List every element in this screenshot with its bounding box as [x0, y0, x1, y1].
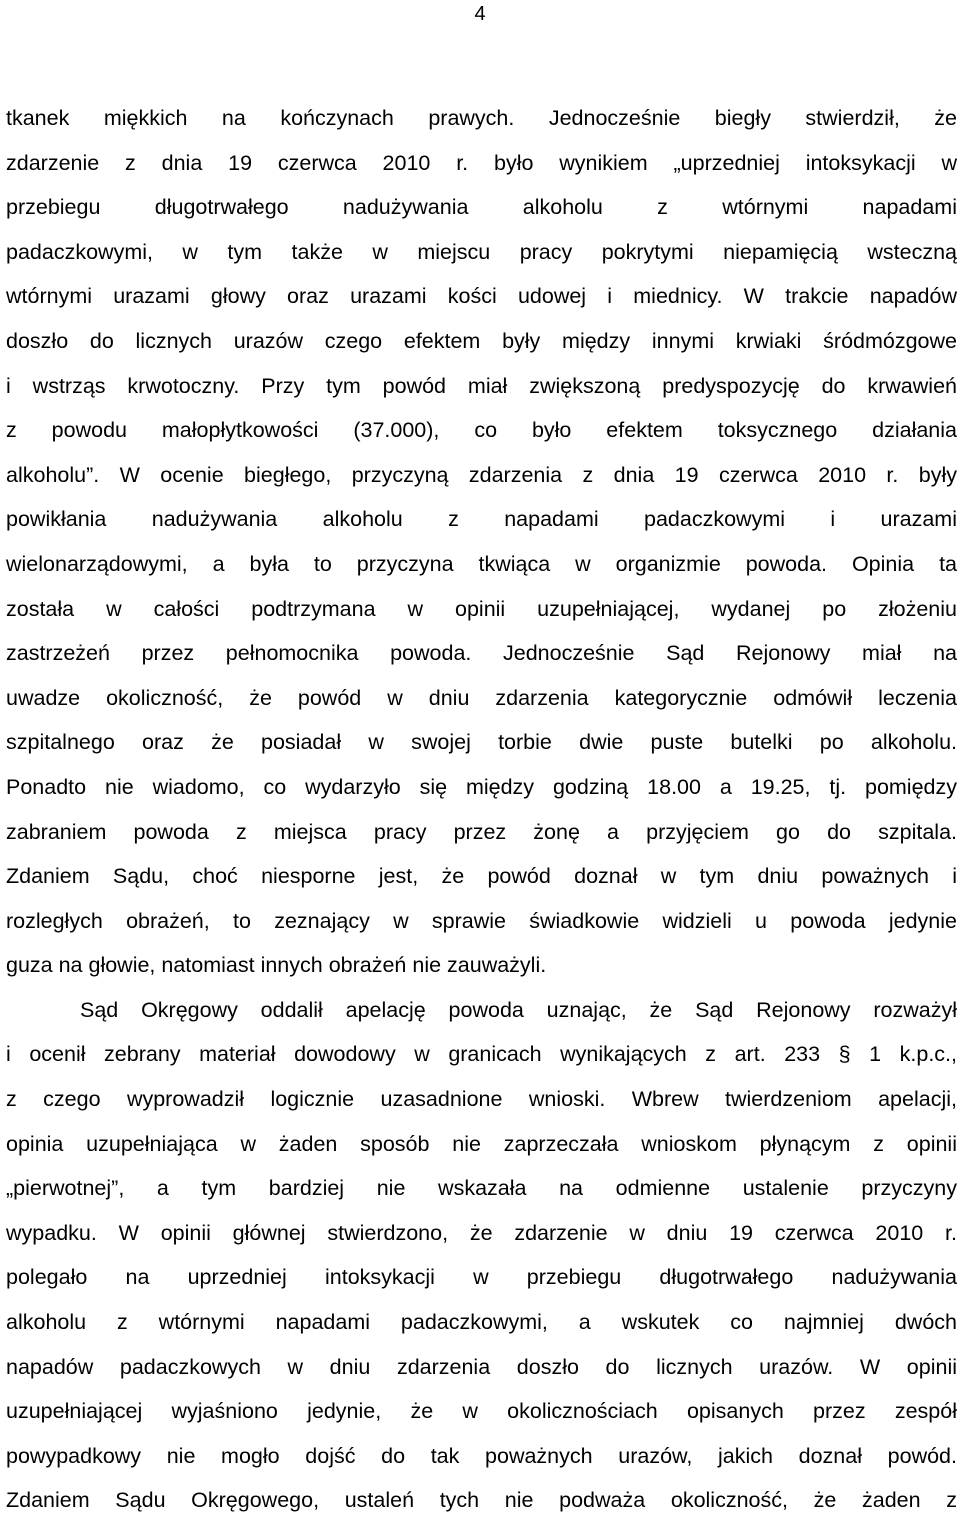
- text-line: Ponadto nie wiadomo, co wydarzyło się między godziną 18.00 a 19.25, tj. pomiędzy: [6, 774, 957, 799]
- text-line: została w całości podtrzymana w opinii uzupełniającej, wydanej po złożeniu: [6, 596, 957, 621]
- text-line: szpitalnego oraz że posiadał w swojej torbie dwie puste butelki po alkoholu.: [6, 730, 957, 755]
- text-line: guza na głowie, natomiast innych obrażeń nie zauważyli.: [6, 953, 547, 978]
- text-line: napadów padaczkowych w dniu zdarzenia doszło do licznych urazów. W opinii: [6, 1354, 957, 1379]
- text-line: opinia uzupełniająca w żaden sposób nie zaprzeczała wnioskom płynącym z opinii: [6, 1131, 957, 1156]
- text-line: z powodu małopłytkowości (37.000), co było efektem toksycznego działania: [6, 418, 957, 443]
- text-line: rozległych obrażeń, to zeznający w sprawie świadkowie widzieli u powoda jedynie: [6, 908, 957, 933]
- text-line: doszło do licznych urazów czego efektem były między innymi krwiaki śródmózgowe: [6, 328, 957, 353]
- text-line: padaczkowymi, w tym także w miejscu pracy pokrytymi niepamięcią wsteczną: [6, 239, 957, 264]
- page-number: 4: [474, 3, 486, 25]
- text-line: zastrzeżeń przez pełnomocnika powoda. Jednocześnie Sąd Rejonowy miał na: [6, 641, 957, 666]
- text-line: wtórnymi urazami głowy oraz urazami kości udowej i miednicy. W trakcie napadów: [6, 284, 957, 309]
- text-line: alkoholu z wtórnymi napadami padaczkowymi, a wskutek co najmniej dwóch: [6, 1310, 957, 1335]
- text-line: „pierwotnej”, a tym bardziej nie wskazała na odmienne ustalenie przyczyny: [6, 1176, 957, 1201]
- text-line: Zdaniem Sądu Okręgowego, ustaleń tych nie podważa okoliczność, że żaden z: [6, 1488, 957, 1513]
- text-line: uzupełniającej wyjaśniono jedynie, że w okolicznościach opisanych przez zespół: [6, 1399, 957, 1424]
- text-line: i wstrząs krwotoczny. Przy tym powód miał zwiększoną predyspozycję do krwawień: [6, 373, 957, 398]
- text-line: wielonarządowymi, a była to przyczyna tkwiąca w organizmie powoda. Opinia ta: [6, 551, 957, 576]
- paragraph-2: [6, 988, 957, 1523]
- text-line: przebiegu długotrwałego nadużywania alkoholu z wtórnymi napadami: [6, 195, 957, 220]
- text-line: powikłania nadużywania alkoholu z napadami padaczkowymi i urazami: [6, 507, 957, 532]
- text-line: uwadze okoliczność, że powód w dniu zdarzenia kategorycznie odmówił leczenia: [6, 685, 957, 710]
- text-line: tkanek miękkich na kończynach prawych. Jednocześnie biegły stwierdził, że: [6, 106, 957, 130]
- document-body: [6, 96, 957, 1523]
- text-line: powypadkowy nie mogło dojść do tak poważnych urazów, jakich doznał powód.: [6, 1443, 957, 1468]
- text-line: i ocenił zebrany materiał dowodowy w granicach wynikających z art. 233 § 1 k.p.c.,: [6, 1042, 957, 1067]
- text-line: zabraniem powoda z miejsca pracy przez żonę a przyjęciem go do szpitala.: [6, 819, 957, 844]
- text-line: zdarzenie z dnia 19 czerwca 2010 r. było wynikiem „uprzedniej intoksykacji w: [6, 150, 957, 175]
- paragraph-1: [6, 96, 957, 988]
- text-line: alkoholu”. W ocenie biegłego, przyczyną zdarzenia z dnia 19 czerwca 2010 r. były: [6, 462, 957, 487]
- text-line: wypadku. W opinii głównej stwierdzono, że zdarzenie w dniu 19 czerwca 2010 r.: [6, 1220, 957, 1245]
- text-line: polegało na uprzedniej intoksykacji w przebiegu długotrwałego nadużywania: [6, 1265, 957, 1290]
- text-line: Zdaniem Sądu, choć niesporne jest, że powód doznał w tym dniu poważnych i: [6, 864, 957, 889]
- text-line: z czego wyprowadził logicznie uzasadnione wnioski. Wbrew twierdzeniom apelacji,: [6, 1087, 957, 1112]
- text-line: Sąd Okręgowy oddalił apelację powoda uznając, że Sąd Rejonowy rozważył: [80, 997, 957, 1022]
